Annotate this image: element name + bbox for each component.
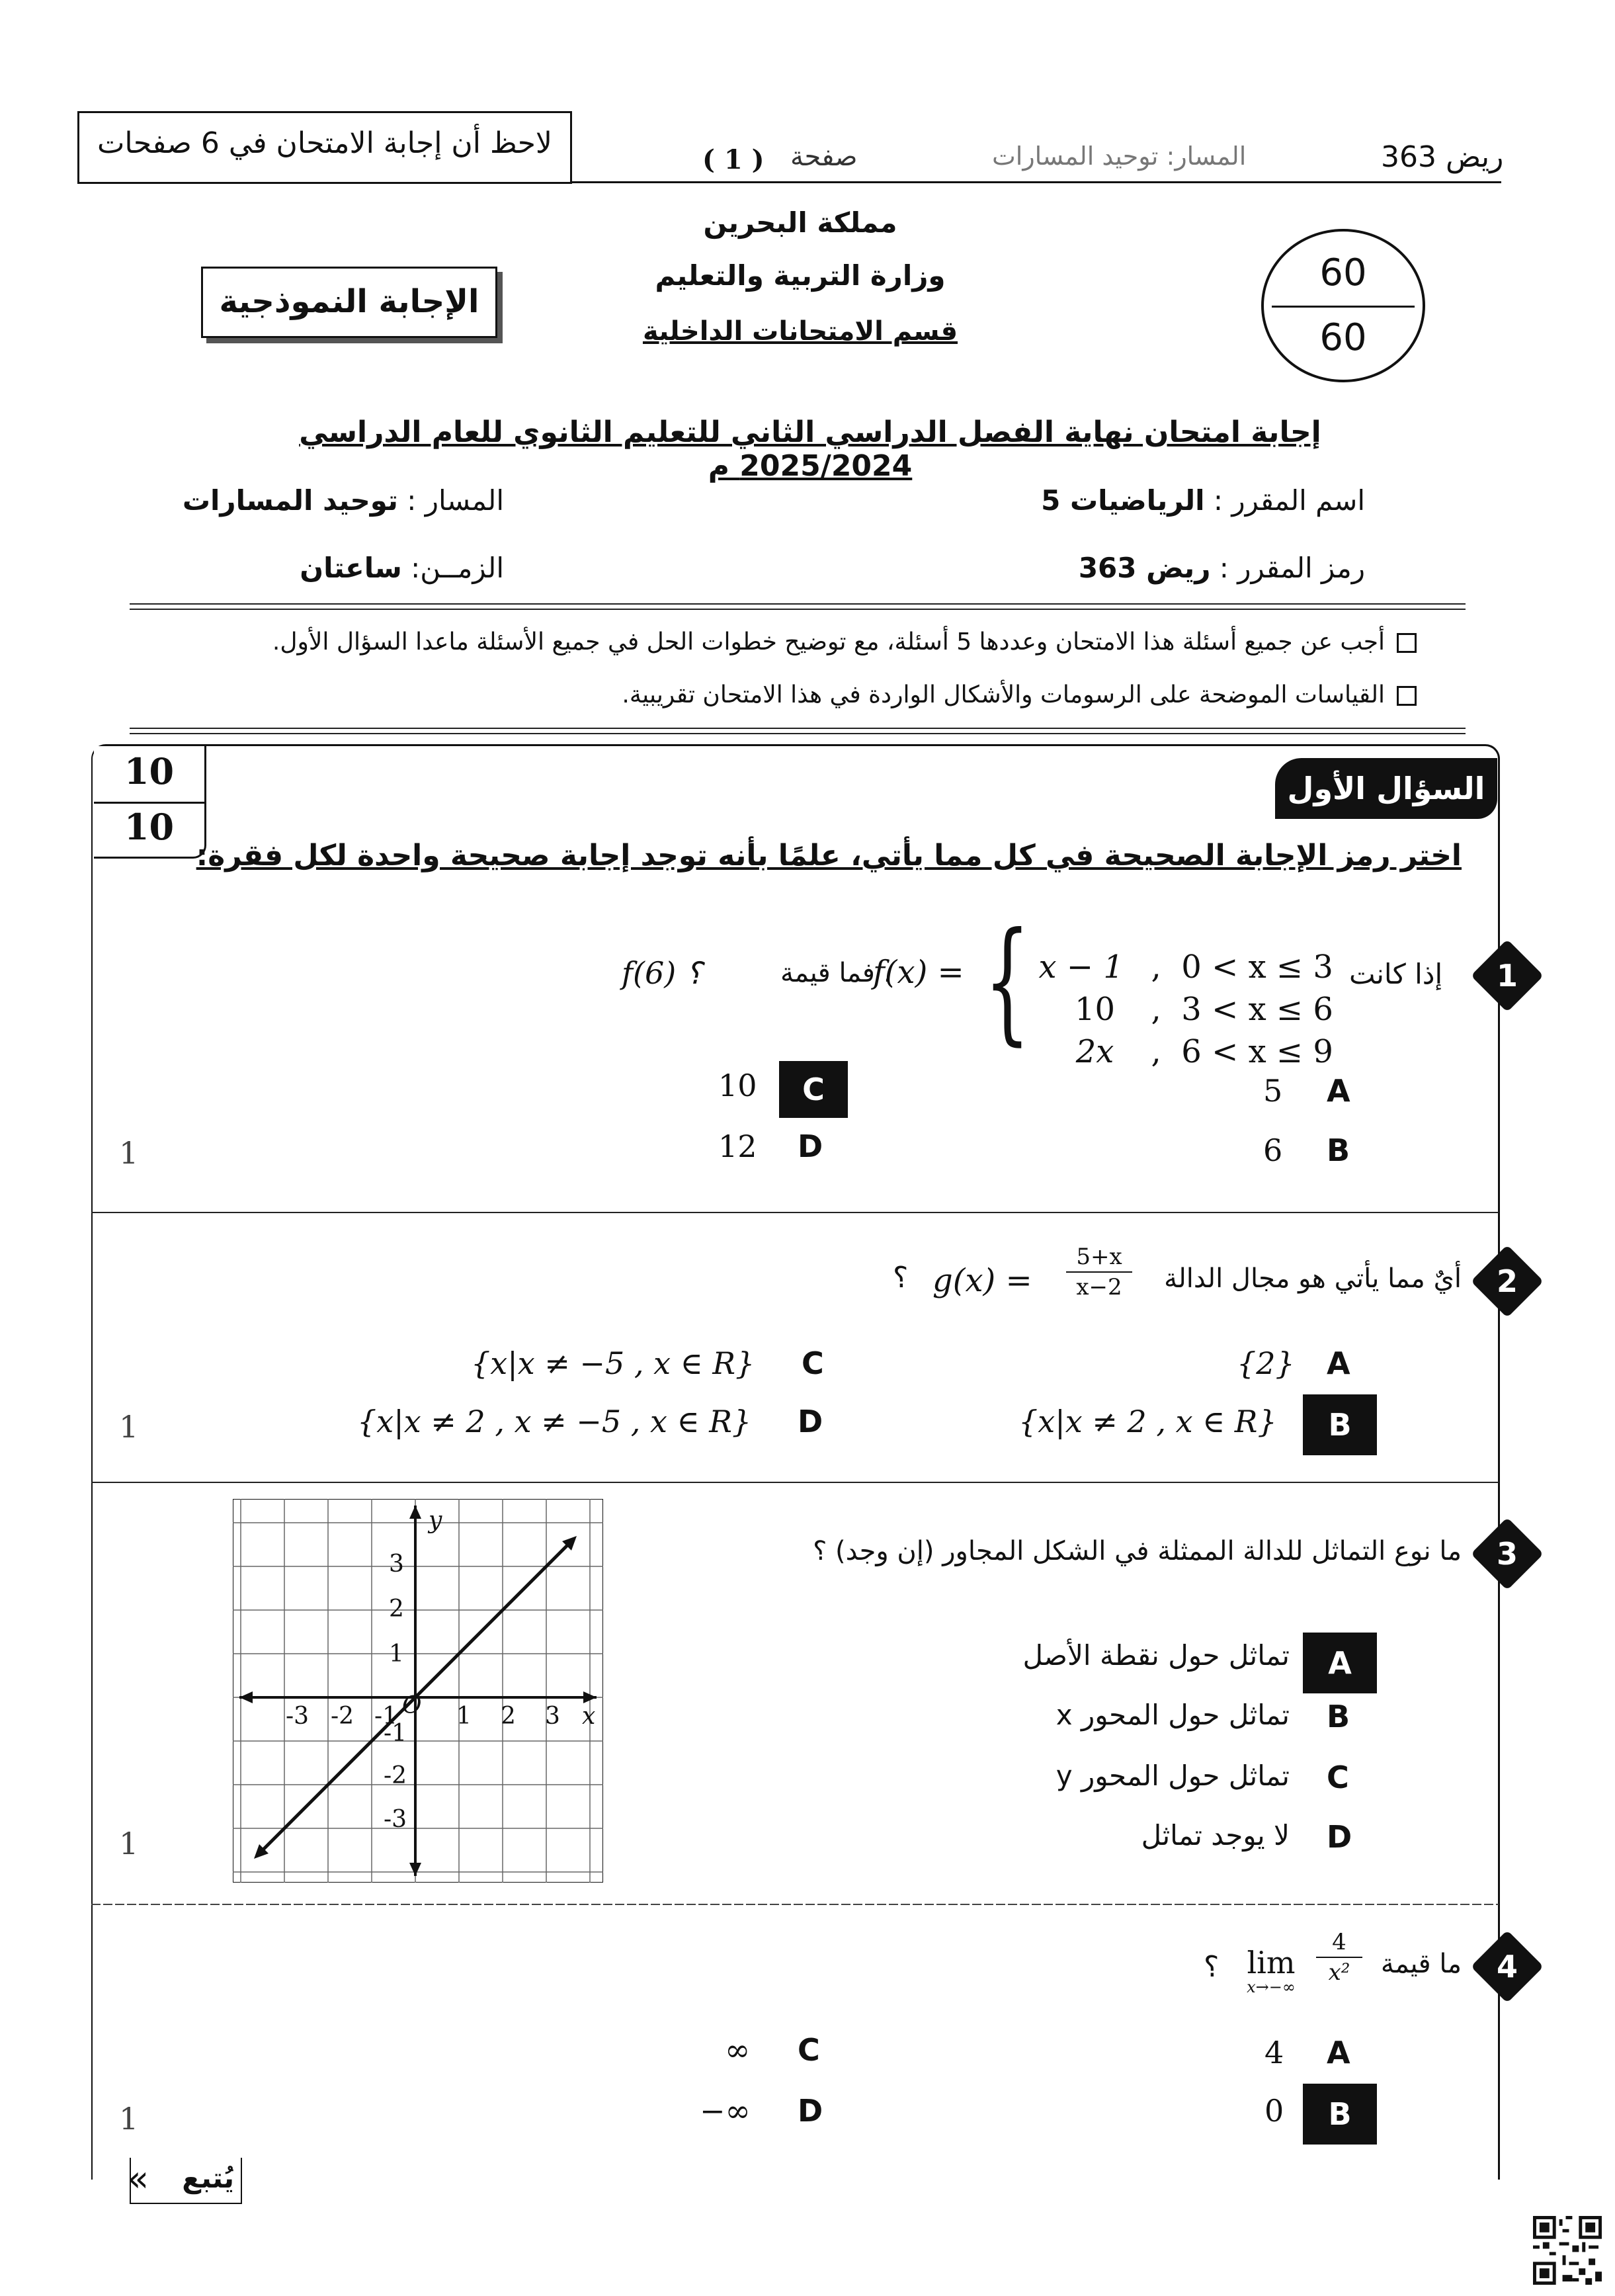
q1-case-1-expr: x − 1 — [1038, 949, 1124, 986]
y-tick-label: 2 — [389, 1595, 404, 1623]
question-4-number: 4 — [1496, 1949, 1518, 1984]
q2-option-c-letter[interactable]: C — [802, 1345, 824, 1381]
q1-option-d-value: 12 — [718, 1128, 757, 1164]
section-title: السؤال الأول — [1287, 771, 1485, 806]
q1-brace: { — [984, 904, 1030, 1058]
track-info — [183, 484, 504, 517]
question-separator — [91, 1482, 1499, 1483]
course-code-label: رمز المقرر : — [1219, 552, 1365, 584]
q4-limit — [1231, 1945, 1311, 1996]
q2-option-b-value: {x|x ≠ 2 , x ∈ R} — [1018, 1404, 1277, 1439]
department-name: قسم الامتحانات الداخلية — [642, 316, 958, 347]
q4-fraction — [1316, 1929, 1362, 1986]
q1-option-a-value: 5 — [1263, 1073, 1283, 1109]
time-value: ساعتان — [300, 552, 402, 584]
x-tick-label: -2 — [331, 1703, 354, 1730]
q3-option-b-value: تماثل حول المحور x — [1056, 1699, 1290, 1731]
question-separator — [91, 1904, 1499, 1905]
q1-option-c-value: 10 — [718, 1068, 757, 1103]
q4-option-b-value: 0 — [1264, 2093, 1284, 2129]
q4-option-d-letter[interactable]: D — [798, 2093, 823, 2129]
total-score-circle — [1261, 229, 1425, 382]
score-bottom: 60 — [1319, 316, 1367, 359]
score-top: 60 — [1319, 251, 1367, 294]
y-tick-label: -2 — [384, 1762, 407, 1789]
model-answer-label: الإجابة النموذجية — [219, 283, 479, 320]
x-tick-label: 3 — [545, 1703, 560, 1730]
continue-arrow-icon: « — [127, 2158, 149, 2199]
q1-tail: ، فما قيمة — [780, 958, 892, 988]
q4-lim-sub: x→−∞ — [1247, 1978, 1296, 1996]
q2-fraction-bar — [1066, 1271, 1132, 1273]
q1-option-b-value: 6 — [1263, 1132, 1283, 1168]
q4-qmark: ؟ — [1204, 1950, 1220, 1984]
q1-case-2-expr: 10 — [1074, 991, 1116, 1028]
q4-fraction-bar — [1316, 1957, 1362, 1958]
q1-option-a-letter[interactable]: A — [1327, 1073, 1350, 1109]
q4-lim-word: lim — [1247, 1945, 1296, 1980]
q2-option-a-value: {2} — [1237, 1345, 1295, 1381]
q1-ask: f(6) ؟ — [622, 955, 702, 991]
checkbox-icon — [1397, 633, 1417, 653]
x-tick-label: -1 — [374, 1703, 398, 1730]
track-label: المسار : — [407, 484, 504, 517]
q2-option-d-value: {x|x ≠ 2 , x ≠ −5 , x ∈ R} — [357, 1404, 752, 1439]
header-course: ريض 363 — [1381, 140, 1504, 174]
q1-case-2-cond: , 3 < x ≤ 6 — [1151, 991, 1333, 1028]
section-score-divider — [94, 802, 204, 804]
q2-function: g(x) = — [932, 1262, 1032, 1299]
section-score-box — [94, 746, 206, 859]
q3-option-d-value: لا يوجد تماثل — [1141, 1819, 1290, 1851]
course-name-label: اسم المقرر : — [1213, 484, 1365, 517]
q4-option-b-letter-selected[interactable]: B — [1303, 2084, 1377, 2145]
q4-option-c-letter[interactable]: C — [798, 2032, 820, 2068]
track-value: توحيد المسارات — [182, 484, 398, 517]
q2-mark: 1 — [119, 1409, 139, 1445]
x-tick-label: 2 — [501, 1703, 516, 1730]
q2-fraction-den: x−2 — [1076, 1274, 1122, 1300]
y-tick-label: -1 — [384, 1720, 407, 1747]
section-score-top: 10 — [124, 750, 175, 792]
exam-note: لاحظ أن إجابة الامتحان في 6 صفحات — [97, 126, 553, 160]
q1-case-3-cond: , 6 < x ≤ 9 — [1151, 1033, 1333, 1070]
origin-label: O — [402, 1692, 422, 1719]
ministry-name: وزارة التربية والتعليم — [655, 259, 946, 292]
q4-fraction-num: 4 — [1332, 1929, 1346, 1955]
section-title-tab — [1275, 758, 1497, 819]
section-prompt: اختر رمز الإجابة الصحيحة في كل مما يأتي، علمًا بأنه توجد إجابة صحيحة واحدة لكل فقرة: — [196, 839, 1462, 872]
q4-option-a-value: 4 — [1264, 2035, 1284, 2070]
header-rule — [572, 181, 1501, 183]
q1-case-3-expr: 2x — [1075, 1033, 1114, 1070]
q3-option-a-value: تماثل حول نقطة الأصل — [1022, 1639, 1290, 1672]
q3-mark: 1 — [119, 1826, 139, 1861]
q2-option-a-letter[interactable]: A — [1327, 1345, 1350, 1381]
q2-option-c-value: {x|x ≠ −5 , x ∈ R} — [471, 1345, 755, 1381]
q4-option-a-letter[interactable]: A — [1327, 2035, 1350, 2070]
section-score-bottom: 10 — [124, 806, 175, 848]
q2-option-d-letter[interactable]: D — [798, 1404, 823, 1439]
course-code — [1079, 552, 1365, 584]
q3-graph — [233, 1499, 603, 1883]
instructions-bottom-rule — [130, 728, 1466, 734]
q4-option-d-value: −∞ — [700, 2093, 751, 2129]
course-code-value: ريض 363 — [1078, 552, 1211, 584]
q2-option-b-letter-selected[interactable]: B — [1303, 1394, 1377, 1455]
time-info — [300, 552, 504, 584]
checkbox-icon — [1397, 686, 1417, 706]
y-tick-label: 1 — [389, 1640, 404, 1668]
y-tick-label: -3 — [384, 1806, 407, 1833]
q1-function: f(x) = — [873, 954, 964, 991]
instructions-top-rule — [130, 603, 1466, 610]
score-divider — [1272, 306, 1415, 308]
course-name — [1041, 484, 1365, 517]
q1-mark: 1 — [119, 1135, 139, 1171]
q2-text: أيٌ مما يأتي هو مجال الدالة — [1164, 1263, 1462, 1294]
question-separator — [91, 1212, 1499, 1213]
time-label: الزمــن: — [411, 552, 504, 584]
qr-code-icon — [1533, 2216, 1602, 2285]
instruction-2 — [622, 681, 1417, 708]
q3-option-c-letter[interactable]: C — [1327, 1760, 1349, 1795]
x-axis-label: x — [582, 1703, 596, 1730]
q3-option-b-letter[interactable]: B — [1327, 1699, 1350, 1734]
question-2-number: 2 — [1496, 1263, 1518, 1299]
instruction-1-text: أجب عن جميع أسئلة هذا الامتحان وعددها 5 أسئلة، مع توضيح خطوات الحل في جميع الأسئلة ماعدا السؤال الأول. — [272, 628, 1385, 656]
q1-lead: إذا كانت — [1349, 958, 1443, 990]
q2-fraction — [1066, 1244, 1132, 1300]
q3-text: ما نوع التماثل للدالة الممثلة في الشكل المجاور (إن وجد) ؟ — [813, 1536, 1462, 1566]
q4-mark: 1 — [119, 2101, 139, 2137]
q3-option-a-letter-selected[interactable]: A — [1303, 1633, 1377, 1693]
q4-text: ما قيمة — [1380, 1949, 1462, 1979]
q1-option-d-letter[interactable]: D — [798, 1128, 823, 1164]
exam-note-box — [77, 111, 572, 184]
x-tick-label: 1 — [456, 1703, 472, 1730]
page-number: ( 1 ) — [702, 144, 765, 175]
instruction-2-text: القياسات الموضحة على الرسومات والأشكال الواردة في هذا الامتحان تقريبية. — [622, 681, 1385, 708]
continue-label: يُتبع — [182, 2162, 234, 2194]
q4-option-c-value: ∞ — [725, 2032, 751, 2068]
kingdom-name: مملكة البحرين — [703, 206, 897, 239]
model-answer-box — [201, 267, 497, 338]
q1-case-3 — [1018, 996, 1333, 1070]
question-1-number: 1 — [1496, 958, 1518, 994]
question-3-number: 3 — [1496, 1536, 1518, 1572]
q3-option-c-value: تماثل حول المحور y — [1056, 1760, 1290, 1792]
q1-case-1-cond: , 0 < x ≤ 3 — [1151, 949, 1333, 986]
q2-qmark: ؟ — [893, 1261, 909, 1295]
q2-fraction-num: 5+x — [1076, 1244, 1122, 1270]
course-name-value: الرياضيات 5 — [1041, 484, 1205, 517]
header-track: المسار: توحيد المسارات — [992, 142, 1247, 171]
q1-option-b-letter[interactable]: B — [1327, 1132, 1350, 1168]
x-tick-label: -3 — [286, 1703, 310, 1730]
continue-tag[interactable] — [127, 2158, 242, 2204]
q4-fraction-den: x² — [1328, 1959, 1350, 1986]
page-word: صفحة — [790, 142, 858, 172]
exam-title: إجابة امتحان نهاية الفصل الدراسي الثاني للتعليم الثانوي للعام الدراسي 2025/2024 م — [299, 415, 1321, 483]
y-axis-label: y — [429, 1507, 442, 1534]
y-tick-label: 3 — [389, 1551, 404, 1578]
instruction-1 — [272, 628, 1417, 656]
q3-option-d-letter[interactable]: D — [1327, 1819, 1352, 1855]
q1-option-c-letter-selected[interactable]: C — [779, 1061, 848, 1118]
